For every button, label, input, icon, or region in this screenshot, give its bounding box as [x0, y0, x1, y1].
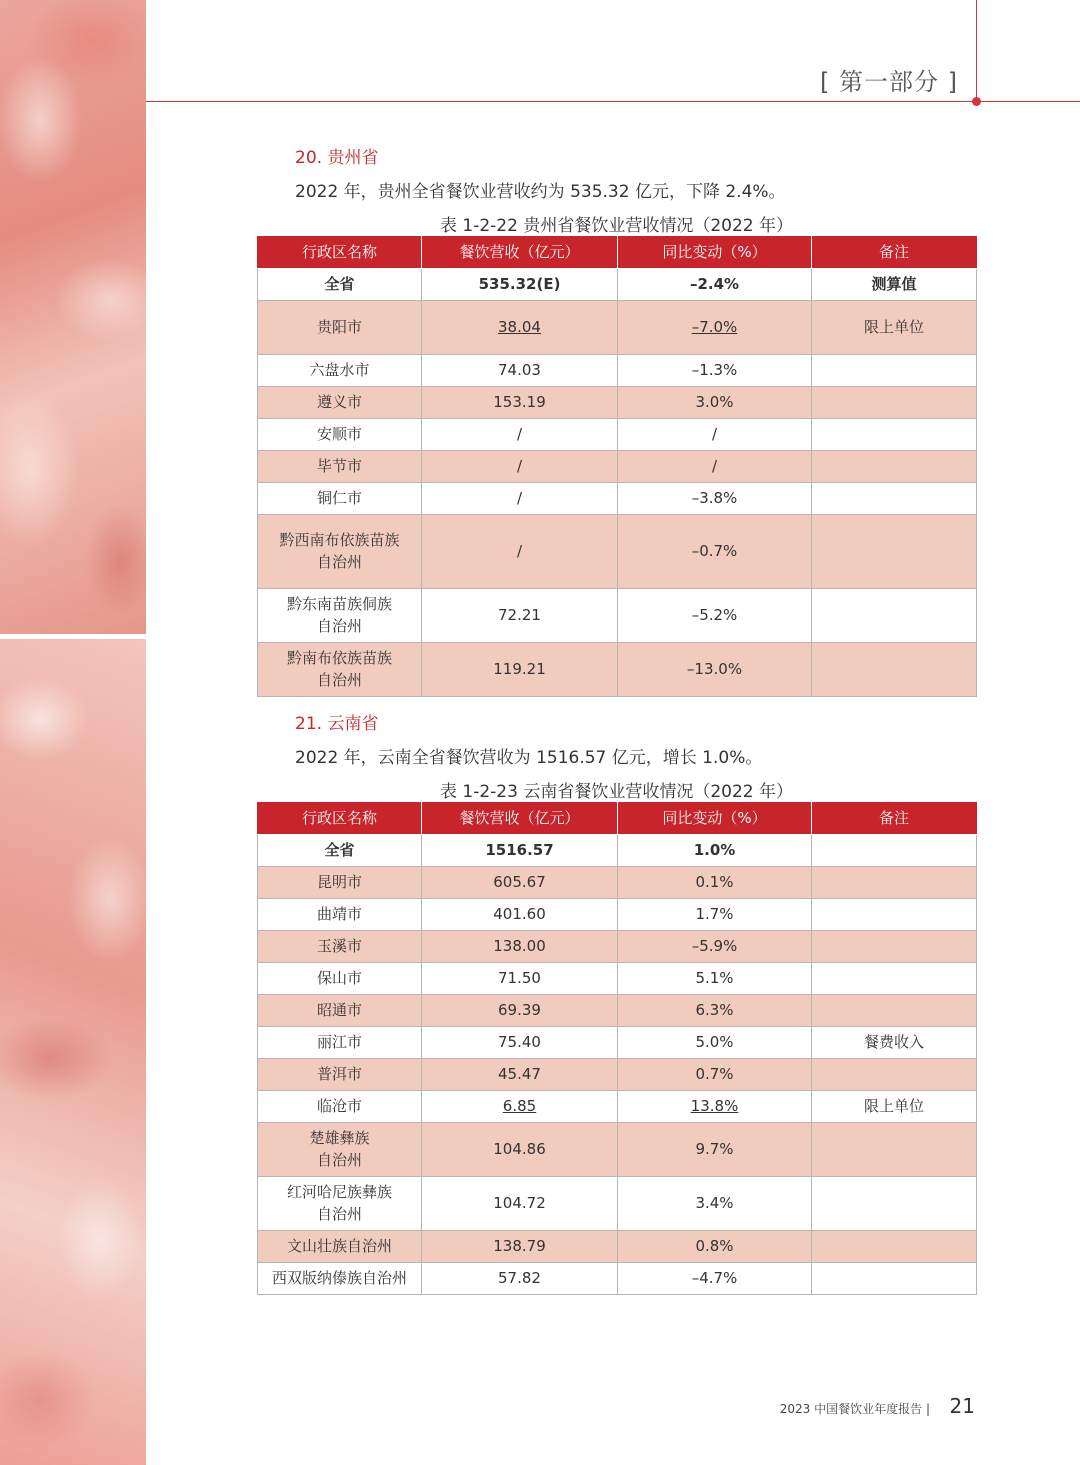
region-cell: 全省	[258, 834, 422, 866]
note-cell	[812, 1262, 977, 1294]
note-cell: 限上单位	[812, 1090, 977, 1122]
revenue-cell: 605.67	[422, 866, 618, 898]
guizhou-heading: 20. 贵州省	[295, 148, 379, 168]
change-cell: 3.0%	[618, 386, 812, 418]
note-cell	[812, 962, 977, 994]
region-cell: 黔西南布依族苗族 自治州	[258, 514, 422, 588]
region-cell: 黔南布依族苗族 自治州	[258, 642, 422, 696]
note-cell: 限上单位	[812, 300, 977, 354]
revenue-cell: /	[422, 418, 618, 450]
change-cell: 3.4%	[618, 1176, 812, 1230]
change-cell: –7.0%	[618, 300, 812, 354]
note-cell	[812, 418, 977, 450]
revenue-cell: /	[422, 514, 618, 588]
change-cell: 1.0%	[618, 834, 812, 866]
revenue-cell: 72.21	[422, 588, 618, 642]
report-footer: 2023 中国餐饮业年度报告 |	[779, 1402, 930, 1416]
section-label: [ 第一部分 ]	[820, 68, 958, 96]
revenue-cell: 153.19	[422, 386, 618, 418]
column-header: 同比变动（%）	[618, 236, 812, 268]
note-cell	[812, 1122, 977, 1176]
region-cell: 西双版纳傣族自治州	[258, 1262, 422, 1294]
yunnan-table	[257, 802, 977, 1295]
change-cell: 0.1%	[618, 866, 812, 898]
guizhou-summary: 2022 年，贵州全省餐饮业营收约为 535.32 亿元，下降 2.4%。	[295, 182, 786, 202]
note-cell	[812, 1230, 977, 1262]
table-row	[258, 1230, 977, 1262]
table-row	[258, 514, 977, 588]
guizhou-table	[257, 236, 977, 697]
change-cell: –0.7%	[618, 514, 812, 588]
note-cell	[812, 994, 977, 1026]
table-row	[258, 482, 977, 514]
revenue-cell: /	[422, 482, 618, 514]
column-header: 备注	[812, 236, 977, 268]
table-row	[258, 834, 977, 866]
change-cell: –2.4%	[618, 268, 812, 300]
header-vertical-rule	[976, 0, 977, 101]
region-cell: 文山壮族自治州	[258, 1230, 422, 1262]
region-cell: 红河哈尼族彝族 自治州	[258, 1176, 422, 1230]
table-row	[258, 268, 977, 300]
note-cell	[812, 866, 977, 898]
change-cell: 9.7%	[618, 1122, 812, 1176]
table-row	[258, 1122, 977, 1176]
column-header: 同比变动（%）	[618, 802, 812, 834]
change-cell: /	[618, 450, 812, 482]
note-cell	[812, 450, 977, 482]
note-cell	[812, 588, 977, 642]
region-cell: 普洱市	[258, 1058, 422, 1090]
column-header: 餐饮营收（亿元）	[422, 802, 618, 834]
revenue-cell: 1516.57	[422, 834, 618, 866]
column-header: 备注	[812, 802, 977, 834]
guizhou-table-caption: 表 1-2-22 贵州省餐饮业营收情况（2022 年）	[439, 216, 793, 236]
table-row	[258, 930, 977, 962]
region-cell: 毕节市	[258, 450, 422, 482]
region-cell: 曲靖市	[258, 898, 422, 930]
revenue-cell: 119.21	[422, 642, 618, 696]
change-cell: 0.8%	[618, 1230, 812, 1262]
yunnan-heading: 21. 云南省	[295, 714, 379, 734]
table-header-row	[258, 802, 977, 834]
change-cell: 6.3%	[618, 994, 812, 1026]
header-rule	[146, 101, 1080, 102]
region-cell: 玉溪市	[258, 930, 422, 962]
region-cell: 贵阳市	[258, 300, 422, 354]
table-row	[258, 588, 977, 642]
note-cell	[812, 642, 977, 696]
change-cell: –5.9%	[618, 930, 812, 962]
change-cell: –1.3%	[618, 354, 812, 386]
table-row	[258, 1090, 977, 1122]
table-row	[258, 994, 977, 1026]
change-cell: 5.0%	[618, 1026, 812, 1058]
revenue-cell: 69.39	[422, 994, 618, 1026]
note-cell	[812, 898, 977, 930]
decorative-photo-top	[0, 0, 146, 634]
revenue-cell: 57.82	[422, 1262, 618, 1294]
table-header-row	[258, 236, 977, 268]
table-row	[258, 898, 977, 930]
note-cell	[812, 482, 977, 514]
table-row	[258, 450, 977, 482]
column-header: 行政区名称	[258, 802, 422, 834]
revenue-cell: 104.72	[422, 1176, 618, 1230]
note-cell	[812, 1058, 977, 1090]
region-cell: 六盘水市	[258, 354, 422, 386]
table-row	[258, 354, 977, 386]
region-cell: 昭通市	[258, 994, 422, 1026]
revenue-cell: 75.40	[422, 1026, 618, 1058]
table-row	[258, 1176, 977, 1230]
note-cell: 测算值	[812, 268, 977, 300]
note-cell	[812, 514, 977, 588]
table-row	[258, 866, 977, 898]
table-row	[258, 1026, 977, 1058]
change-cell: –5.2%	[618, 588, 812, 642]
table-row	[258, 642, 977, 696]
revenue-cell: 74.03	[422, 354, 618, 386]
table-row	[258, 418, 977, 450]
region-cell: 黔东南苗族侗族 自治州	[258, 588, 422, 642]
revenue-cell: 6.85	[422, 1090, 618, 1122]
region-cell: 安顺市	[258, 418, 422, 450]
change-cell: –3.8%	[618, 482, 812, 514]
revenue-cell: 138.00	[422, 930, 618, 962]
yunnan-table-caption: 表 1-2-23 云南省餐饮业营收情况（2022 年）	[439, 782, 793, 802]
page-number: 21	[949, 1394, 975, 1418]
note-cell	[812, 834, 977, 866]
change-cell: 13.8%	[618, 1090, 812, 1122]
change-cell: –13.0%	[618, 642, 812, 696]
table-row	[258, 1058, 977, 1090]
region-cell: 昆明市	[258, 866, 422, 898]
region-cell: 楚雄彝族 自治州	[258, 1122, 422, 1176]
column-header: 餐饮营收（亿元）	[422, 236, 618, 268]
table-row	[258, 1262, 977, 1294]
region-cell: 丽江市	[258, 1026, 422, 1058]
region-cell: 临沧市	[258, 1090, 422, 1122]
revenue-cell: 71.50	[422, 962, 618, 994]
table-row	[258, 300, 977, 354]
region-cell: 全省	[258, 268, 422, 300]
decorative-photo-bottom	[0, 639, 146, 1465]
column-header: 行政区名称	[258, 236, 422, 268]
header-rule-dot	[972, 97, 981, 106]
note-cell: 餐费收入	[812, 1026, 977, 1058]
revenue-cell: 401.60	[422, 898, 618, 930]
table-row	[258, 386, 977, 418]
change-cell: 5.1%	[618, 962, 812, 994]
change-cell: /	[618, 418, 812, 450]
region-cell: 铜仁市	[258, 482, 422, 514]
revenue-cell: 38.04	[422, 300, 618, 354]
table-row	[258, 962, 977, 994]
revenue-cell: /	[422, 450, 618, 482]
revenue-cell: 45.47	[422, 1058, 618, 1090]
change-cell: –4.7%	[618, 1262, 812, 1294]
note-cell	[812, 930, 977, 962]
region-cell: 遵义市	[258, 386, 422, 418]
revenue-cell: 104.86	[422, 1122, 618, 1176]
note-cell	[812, 354, 977, 386]
revenue-cell: 138.79	[422, 1230, 618, 1262]
region-cell: 保山市	[258, 962, 422, 994]
revenue-cell: 535.32(E)	[422, 268, 618, 300]
note-cell	[812, 1176, 977, 1230]
note-cell	[812, 386, 977, 418]
change-cell: 1.7%	[618, 898, 812, 930]
yunnan-summary: 2022 年，云南全省餐饮营收为 1516.57 亿元，增长 1.0%。	[295, 748, 763, 768]
change-cell: 0.7%	[618, 1058, 812, 1090]
